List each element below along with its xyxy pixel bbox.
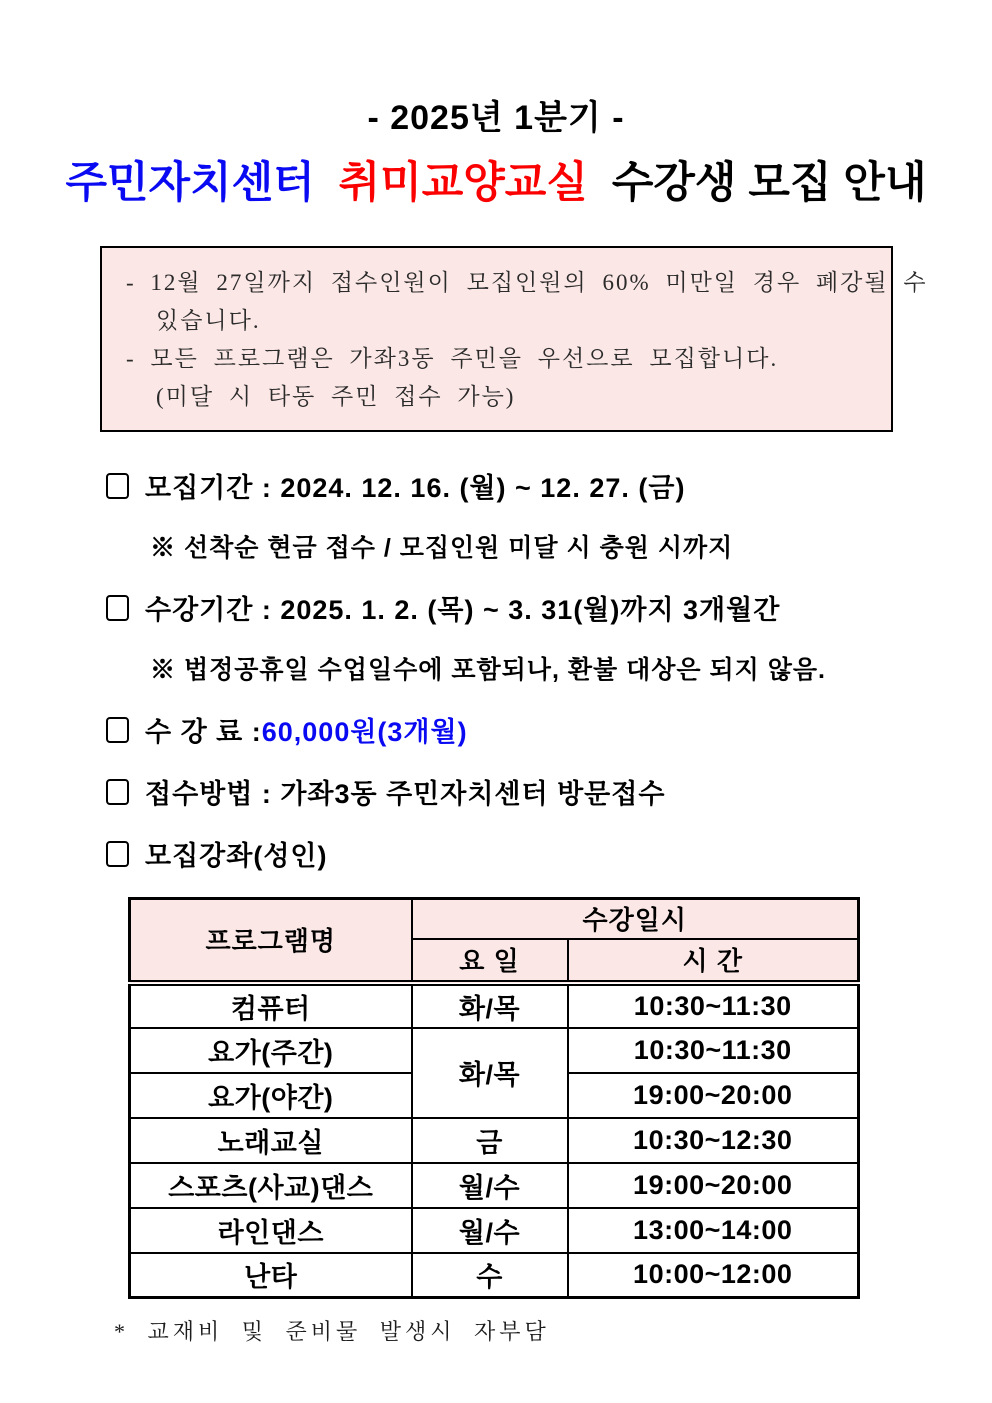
cell-time: 10:30~12:30 [568, 1118, 859, 1163]
cell-day-merged: 화/목 [412, 1028, 568, 1118]
cell-program: 컴퓨터 [130, 983, 412, 1028]
notice-line-2: 있습니다. [156, 308, 261, 333]
checkbox-icon [106, 717, 129, 743]
title-part-recruit-notice: 수강생 모집 안내 [611, 159, 927, 207]
table-row-line-dance [130, 1208, 859, 1253]
item-course-note-text: ※ 법정공휴일 수업일수에 포함되나, 환불 대상은 되지 않음. [150, 656, 826, 684]
cell-program: 라인댄스 [130, 1208, 412, 1253]
item-course-period [106, 588, 992, 627]
cell-program: 노래교실 [130, 1118, 412, 1163]
cell-time: 19:00~20:00 [568, 1073, 859, 1118]
title-part-community-center: 주민자치센터 [65, 159, 315, 207]
title-part-hobby-class: 취미교양교실 [338, 159, 588, 207]
cell-program: 요가(주간) [130, 1028, 412, 1073]
item-fee-label: 수 강 료 : [145, 717, 262, 747]
checkbox-icon [106, 595, 129, 621]
item-recruit-period [106, 466, 992, 505]
item-courses-label [106, 834, 992, 873]
table-row-singing [130, 1118, 859, 1163]
table-row-yoga-day [130, 1028, 859, 1073]
cell-day: 월/수 [412, 1208, 568, 1253]
cell-time: 10:30~11:30 [568, 1028, 859, 1073]
checkbox-icon [106, 473, 129, 499]
table-row-nanta [130, 1253, 859, 1298]
cell-program: 스포츠(사교)댄스 [130, 1163, 412, 1208]
cell-program: 난타 [130, 1253, 412, 1298]
checkbox-icon [106, 841, 129, 867]
cell-day: 수 [412, 1253, 568, 1298]
item-recruit-period-text: 모집기간 : 2024. 12. 16. (월) ~ 12. 27. (금) [145, 473, 686, 503]
item-course-period-text: 수강기간 : 2025. 1. 2. (목) ~ 3. 31(월)까지 3개월간 [145, 595, 781, 625]
table-row-computer [130, 983, 859, 1028]
cell-program: 요가(야간) [130, 1073, 412, 1118]
cell-time: 19:00~20:00 [568, 1163, 859, 1208]
cell-time: 10:00~12:00 [568, 1253, 859, 1298]
table-header-time: 시 간 [568, 939, 859, 983]
notice-line-4: (미달 시 타동 주민 접수 가능) [156, 384, 516, 409]
item-fee [106, 710, 992, 749]
cell-day: 화/목 [412, 983, 568, 1028]
notice-line-3: - 모든 프로그램은 가좌3동 주민을 우선으로 모집합니다. [126, 346, 779, 371]
table-header-program: 프로그램명 [130, 899, 412, 983]
table-header-day: 요 일 [412, 939, 568, 983]
item-courses-label-text: 모집강좌(성인) [145, 841, 328, 871]
table-row-sports-dance [130, 1163, 859, 1208]
checkbox-icon [106, 779, 129, 805]
item-course-note [106, 650, 992, 686]
item-recruit-note [106, 528, 992, 564]
info-items [106, 466, 992, 873]
cell-time: 13:00~14:00 [568, 1208, 859, 1253]
cell-time: 10:30~11:30 [568, 983, 859, 1028]
table-header-schedule: 수강일시 [412, 899, 859, 939]
item-apply-method-text: 접수방법 : 가좌3동 주민자치센터 방문접수 [145, 779, 666, 809]
cell-day: 월/수 [412, 1163, 568, 1208]
document-title [0, 149, 992, 210]
cell-day: 금 [412, 1118, 568, 1163]
item-apply-method [106, 772, 992, 811]
footer-note: * 교재비 및 준비물 발생시 자부담 [114, 1319, 550, 1344]
document-subtitle: - 2025년 1분기 - [367, 99, 625, 137]
notice-box [100, 246, 928, 432]
item-fee-value: 60,000원(3개월) [261, 717, 468, 747]
notice-line-1: - 12월 27일까지 접수인원이 모집인원의 60% 미만일 경우 폐강될 수 [126, 270, 928, 295]
course-schedule-table [128, 897, 860, 1299]
item-recruit-note-text: ※ 선착순 현금 접수 / 모집인원 미달 시 충원 시까지 [150, 534, 734, 562]
